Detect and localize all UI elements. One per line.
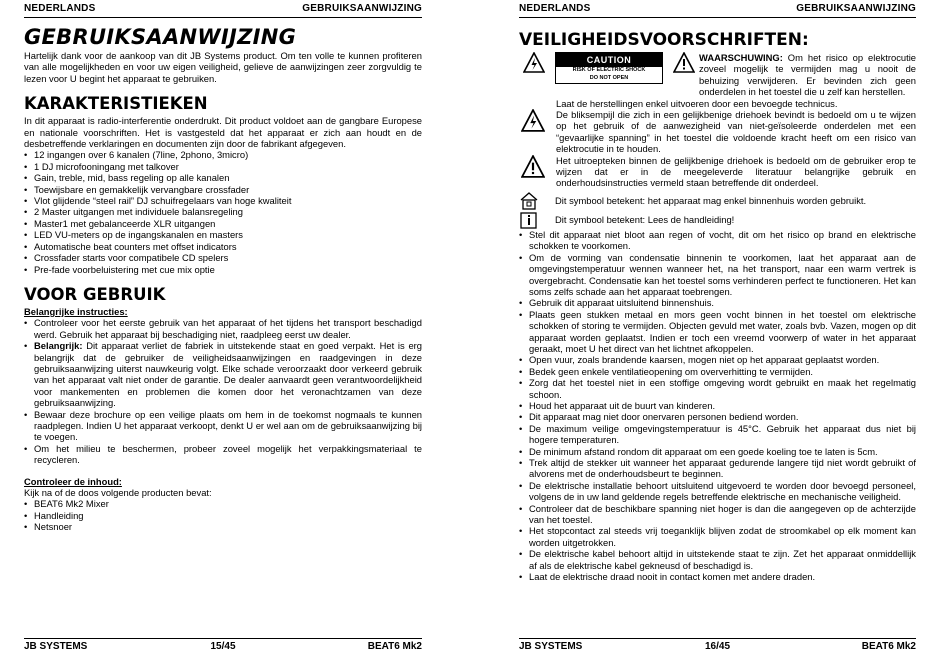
important-label: Belangrijke instructies:: [24, 305, 128, 317]
list-item: • Stel dit apparaat niet bloot aan regen of vocht, dit om het risico op brand en elektrische schokken te voorkomen.: [519, 229, 916, 252]
list-item: • Controleer dat de beschikbare spanning niet hoger is dan die aangegeven op de achterzijde van het toestel.: [519, 503, 916, 526]
list-item: • BEAT6 Mk2 Mixer: [24, 498, 422, 509]
list-item: • Handleiding: [24, 510, 422, 521]
list-item: • De maximum veilige omgevingstemperatuur is 45°C. Gebruik het apparaat dus niet bij hogere temperaturen.: [519, 423, 916, 446]
features-list: [24, 149, 422, 274]
list-item-bold: Belangrijk:: [34, 340, 83, 352]
list-item-text: Controleer voor het eerste gebruik van het apparaat of het tijdens het transport beschadigd werd. Gebruik het apparaat bij beschadiging niet, raadpleeg eerst uw dealer.: [34, 317, 422, 340]
indoor-symbol-row: [519, 192, 916, 210]
warning-text: [699, 52, 916, 98]
list-item: • Gain, treble, mid, bass regeling op alle kanalen: [24, 172, 422, 183]
list-item: • Bedek geen enkele ventilatieopening om oververhitting te vermijden.: [519, 366, 916, 377]
footer-rule: [24, 638, 422, 639]
list-item: • 1 DJ microfooningang met talkover: [24, 161, 422, 172]
exclamation-triangle-icon: [669, 52, 699, 74]
page-footer: [519, 641, 916, 652]
page-footer: [24, 641, 422, 652]
list-item: • Master1 met gebalanceerde XLR uitgangen: [24, 218, 422, 229]
footer-brand: JB SYSTEMS: [24, 641, 88, 652]
header-language: NEDERLANDS: [519, 3, 591, 14]
indoor-house-icon: [519, 192, 555, 210]
header-rule: [24, 17, 422, 18]
warning-body: Om het risico op elektrocutie zoveel mogelijk te vermijden mag u nooit de behuizing verwijderen. Er bevinden zich geen onderdelen in het toestel die u zelf kan herstellen.: [699, 52, 916, 98]
warning-block: [519, 52, 916, 98]
right-page: [519, 0, 916, 659]
features-intro: In dit apparaat is radio-interferentie onderdrukt. Dit product voldoet aan de gangbare Europese en nationale voorschriften. Het is vastgesteld dat het apparaat er zich aan houdt en de desbetreffende verklaringen en documenten zijn door de fabrikant afgegeven.: [24, 115, 422, 150]
left-content: [24, 24, 422, 533]
important-list: [24, 317, 422, 465]
list-item: • Plaats geen stukken metaal en mors geen vocht binnen in het toestel om elektrische schokken of storing te vermijden. Objecten gevuld met water, zoals bvb. Vazen, mogen op dit apparaat worden geplaatst. Indien er toch een vreemd voorwerp of water in het apparaat geraakt, moet U het direct van het lichtnet afkoppelen.: [519, 309, 916, 355]
header-section: GEBRUIKSAANWIJZING: [302, 3, 422, 14]
caution-title: CAUTION: [556, 53, 662, 67]
footer-brand: JB SYSTEMS: [519, 641, 583, 652]
exclamation-text: Het uitroepteken binnen de gelijkbenige driehoek is bedoeld om de gebruiker erop te wijzen dat er in de meegeleverde literatuur belangrijke gebruik en onderhoudsinstructies vermeld staan betreffende dit onderdeel.: [556, 154, 916, 189]
exclamation-triangle-icon: [519, 155, 556, 179]
exclamation-explanation: [519, 155, 916, 189]
contents-list: [24, 498, 422, 532]
caution-subtitle: RISK OF ELECTRIC SHOCK: [572, 67, 646, 73]
manual-text: Dit symbool betekent: Lees de handleiding!: [555, 214, 735, 226]
list-item: • Toewijsbare en gemakkelijk vervangbare crossfader: [24, 184, 422, 195]
list-item-text: Dit apparaat verliet de fabriek in uitstekende staat en goed verpakt. Het is erg belangrijk dat de gebruiker de veiligheidsaanwijzingen en raadgevingen in deze gebruiksaanwijzing uiterst nauwkeurig volgt. Elke schade veroorzaakt door verkeerd gebruik van het apparaat valt niet onder de garantie. De dealer aanvaardt geen verantwoordelijkheid voor mankementen en problemen die komen door het veronachtzamen van deze gebruiksaanwijzing.: [34, 340, 422, 409]
header-section: GEBRUIKSAANWIJZING: [796, 3, 916, 14]
safety-rules-list: [519, 229, 916, 583]
warning-label: WAARSCHUWING:: [699, 52, 783, 63]
manual-symbol-row: [519, 211, 916, 229]
list-item: [24, 317, 422, 340]
read-manual-icon: [519, 211, 555, 229]
list-item: • 2 Master uitgangen met individuele balansregeling: [24, 206, 422, 217]
caution-label: [555, 52, 663, 84]
lightning-triangle-icon: [519, 109, 556, 133]
list-item-text: Om het milieu te beschermen, probeer zoveel mogelijk het verpakkingsmateriaal te recycleren.: [34, 442, 422, 466]
page-header: [24, 3, 422, 17]
list-item: • Pre-fade voorbeluistering met cue mix optie: [24, 264, 422, 275]
list-item: • De minimum afstand rondom dit apparaat om een goede koeling toe te laten is 5cm.: [519, 446, 916, 457]
features-heading: KARAKTERISTIEKEN: [24, 94, 208, 114]
list-item: • Open vuur, zoals brandende kaarsen, mogen niet op het apparaat geplaatst worden.: [519, 354, 916, 365]
page-title: GEBRUIKSAANWIJZING: [24, 25, 297, 49]
list-item: • Dit apparaat mag niet door onervaren personen bediend worden.: [519, 411, 916, 422]
footer-model: BEAT6 Mk2: [367, 641, 422, 652]
contents-label: Controleer de inhoud:: [24, 475, 122, 487]
list-item: • Automatische beat counters met offset indicators: [24, 241, 422, 252]
intro-paragraph: Hartelijk dank voor de aankoop van dit JB Systems product. Om ten volle te kunnen profiteren van alle mogelijkheden en voor uw eigen veiligheid, gelieve de aanwijzingen zeer zorgvuldig te lezen voor U begint het apparaat te gebruiken.: [24, 50, 422, 84]
footer-rule: [519, 638, 916, 639]
list-item: [24, 409, 422, 443]
list-item: • Het stopcontact zal steeds vrij toeganklijk blijven zodat de stroomkabel op elk moment kan worden uitgetrokken.: [519, 525, 916, 548]
left-page: [24, 0, 422, 659]
list-item: [24, 443, 422, 466]
list-item: [24, 340, 422, 408]
lightning-explanation: [519, 109, 916, 155]
list-item: • 12 ingangen over 6 kanalen (7line, 2phono, 3micro): [24, 149, 422, 160]
header-rule: [519, 17, 916, 18]
list-item: • Crossfader starts voor compatibele CD spelers: [24, 252, 422, 263]
lightning-text: De bliksempijl die zich in een gelijkbenige driehoek bevindt is bedoeld om u te wijzen op het gebruik of de aanwezigheid van niet-geïsoleerde onderdelen met een “gevaarlijke spanning” in het toestel die voldoende kracht heeft om een risico van elektrocutie in te houden.: [556, 109, 916, 155]
footer-model: BEAT6 Mk2: [861, 641, 916, 652]
header-language: NEDERLANDS: [24, 3, 96, 14]
list-item: • Netsnoer: [24, 521, 422, 532]
indoor-text: Dit symbool betekent: het apparaat mag enkel binnenhuis worden gebruikt.: [555, 195, 867, 207]
contents-intro: Kijk na of de doos volgende producten bevat:: [24, 487, 212, 498]
list-item: • LED VU-meters op de ingangskanalen en masters: [24, 229, 422, 240]
page-number: 15/45: [210, 641, 236, 652]
list-item: • Zorg dat het toestel niet in een stoffige omgeving wordt gebruikt en maak het regelmatig schoon.: [519, 377, 916, 400]
list-item: • De elektrische kabel behoort altijd in uitstekende staat te zijn. Zet het apparaat onmiddellijk af als de elektrische kabel gekneusd of beschadigd is.: [519, 548, 916, 571]
list-item: • Gebruik dit apparaat uitsluitend binnenshuis.: [519, 297, 916, 308]
list-item-text: Bewaar deze brochure op een veilige plaats om hem in de toekomst nogmaals te kunnen raadplegen. Indien U het apparaat verkoopt, denkt U er wel aan om de gebruiksaanwijzing bij te voegen.: [34, 408, 422, 443]
list-item: • Trek altijd de stekker uit wanneer het apparaat gedurende langere tijd niet wordt gebruikt of alvorens met de onderhoudsbeurt te beginnen.: [519, 457, 916, 480]
list-item: • Laat de elektrische draad nooit in contact komen met andere draden.: [519, 571, 916, 582]
right-content: [519, 24, 916, 582]
list-item: • Houd het apparaat uit de buurt van kinderen.: [519, 400, 916, 411]
safety-title: VEILIGHEIDSVOORSCHRIFTEN:: [519, 30, 809, 50]
list-item: • Om de vorming van condensatie binnenin te voorkomen, laat het apparaat aan de omgevingstemperatuur wennen wanneer het, na het transport, naar een warm vertrek is overgebracht. Condensatie kan het toestel soms verhinderen perfect te functioneren. Het kan soms zelfs schade aan het apparaat toebrengen.: [519, 252, 916, 298]
warning-continued: Laat de herstellingen enkel uitvoeren door een bevoegde technicus.: [556, 97, 838, 109]
page-number: 16/45: [704, 641, 731, 652]
usage-heading: VOOR GEBRUIK: [24, 284, 166, 304]
list-item: • Vlot glijdende “steel rail” DJ schuifregelaars van hoge kwaliteit: [24, 195, 422, 206]
list-item: • De elektrische installatie behoort uitsluitend uitgevoerd te worden door bevoegd personeel, volgens de in uw land geldende regels betreffende elektrische en mechanische veiligheid.: [519, 480, 916, 503]
page-header: [519, 3, 916, 17]
lightning-triangle-icon: [519, 52, 549, 74]
caution-subtitle-2: DO NOT OPEN: [589, 74, 629, 81]
